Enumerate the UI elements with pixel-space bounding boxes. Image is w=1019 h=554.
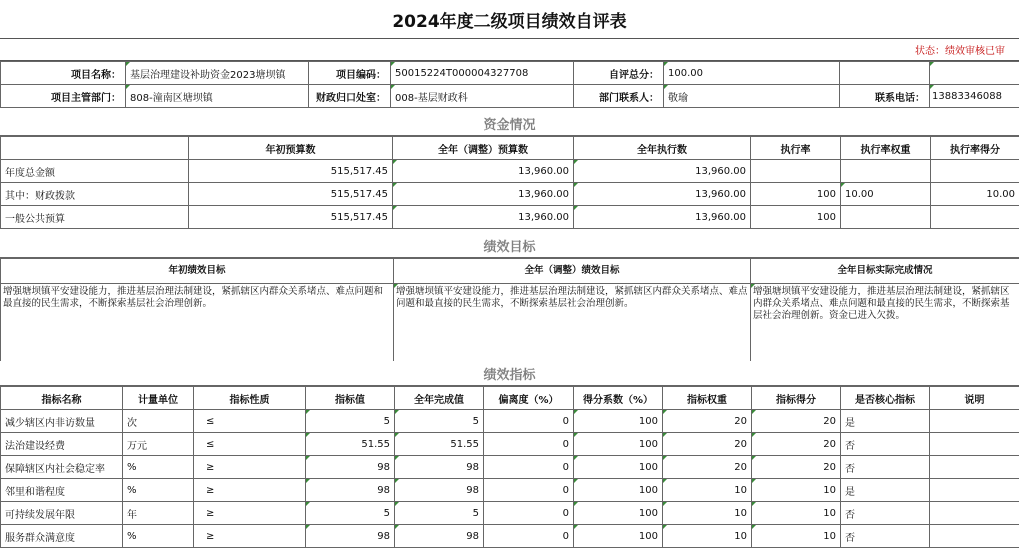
indicator-unit: 万元 [123, 433, 194, 456]
header-adjusted-budget: 全年（调整）预算数 [393, 137, 574, 160]
header-is-core: 是否核心指标 [841, 387, 930, 410]
indicator-coefficient[interactable]: 100 [574, 456, 663, 479]
funds-executed[interactable]: 13,960.00 [574, 183, 751, 206]
header-nature: 指标性质 [194, 387, 306, 410]
header-rate: 执行率 [751, 137, 841, 160]
indicator-is-core[interactable]: 否 [841, 433, 930, 456]
indicator-completed[interactable]: 98 [395, 525, 484, 548]
funds-row-name: 一般公共预算 [1, 206, 189, 229]
indicator-name: 保障辖区内社会稳定率 [1, 456, 123, 479]
indicator-unit: 次 [123, 410, 194, 433]
header-rate-weight: 执行率权重 [841, 137, 931, 160]
header-initial-goal: 年初绩效目标 [1, 259, 394, 284]
finance-value[interactable]: 008-基层财政科 [391, 85, 574, 108]
funds-row [1, 160, 1019, 183]
indicator-score[interactable]: 10 [752, 502, 841, 525]
funds-initial: 515,517.45 [189, 160, 393, 183]
funds-adjusted[interactable]: 13,960.00 [393, 160, 574, 183]
indicator-nature: ≥ [194, 456, 306, 479]
indicator-coefficient[interactable]: 100 [574, 433, 663, 456]
funds-score [931, 160, 1019, 183]
table-row [1, 456, 1019, 479]
indicator-deviation: 0 [484, 525, 574, 548]
indicator-target[interactable]: 98 [306, 479, 395, 502]
header-actual-goal: 全年目标实际完成情况 [751, 259, 1019, 284]
header-executed: 全年执行数 [574, 137, 751, 160]
indicator-unit: % [123, 525, 194, 548]
indicator-completed[interactable]: 5 [395, 502, 484, 525]
indicators-table [0, 386, 1019, 548]
indicator-score[interactable]: 20 [752, 410, 841, 433]
funds-table [0, 136, 1019, 229]
table-row [1, 502, 1019, 525]
initial-goal-text: 增强塘坝镇平安建设能力，推进基层治理法制建设，紧抓辖区内群众关系堵点、难点问题和最直接的民生需求，不断探索基层社会治理创新。 [1, 284, 394, 362]
indicator-weight[interactable]: 20 [663, 433, 752, 456]
indicators-section-title: 绩效指标 [0, 361, 1019, 386]
table-row [1, 410, 1019, 433]
indicator-is-core[interactable]: 否 [841, 456, 930, 479]
funds-score [931, 206, 1019, 229]
indicator-completed[interactable]: 98 [395, 479, 484, 502]
indicator-is-core[interactable]: 否 [841, 525, 930, 548]
header-rate-score: 执行率得分 [931, 137, 1019, 160]
indicator-note[interactable] [930, 525, 1019, 548]
indicator-coefficient[interactable]: 100 [574, 479, 663, 502]
indicator-unit: % [123, 456, 194, 479]
indicator-is-core[interactable]: 是 [841, 410, 930, 433]
score-value[interactable]: 100.00 [664, 62, 840, 85]
indicator-is-core[interactable]: 否 [841, 502, 930, 525]
header-unit: 计量单位 [123, 387, 194, 410]
indicator-weight[interactable]: 10 [663, 525, 752, 548]
indicator-weight[interactable]: 20 [663, 410, 752, 433]
funds-rate [751, 160, 841, 183]
goals-table [0, 258, 1019, 362]
status-text: 状态：绩效审核已审 [915, 45, 1005, 57]
project-code-label: 项目编码： [309, 62, 391, 85]
funds-rate: 100 [751, 183, 841, 206]
funds-adjusted[interactable]: 13,960.00 [393, 183, 574, 206]
funds-initial: 515,517.45 [189, 206, 393, 229]
indicator-weight[interactable]: 10 [663, 479, 752, 502]
indicator-completed[interactable]: 98 [395, 456, 484, 479]
header-target-value: 指标值 [306, 387, 395, 410]
phone-label: 联系电话： [840, 85, 930, 108]
indicator-nature: ≤ [194, 433, 306, 456]
indicator-deviation: 0 [484, 410, 574, 433]
table-row [1, 433, 1019, 456]
funds-initial: 515,517.45 [189, 183, 393, 206]
dept-value[interactable]: 808-潼南区塘坝镇 [126, 85, 309, 108]
header-completed-value: 全年完成值 [395, 387, 484, 410]
indicator-nature: ≤ [194, 410, 306, 433]
indicator-name: 服务群众满意度 [1, 525, 123, 548]
indicator-score[interactable]: 10 [752, 479, 841, 502]
contact-label: 部门联系人： [574, 85, 664, 108]
indicator-name: 法治建设经费 [1, 433, 123, 456]
page-title: 2024年度二级项目绩效自评表 [0, 0, 1019, 39]
funds-weight [841, 206, 931, 229]
indicator-target[interactable]: 98 [306, 456, 395, 479]
indicator-note[interactable] [930, 456, 1019, 479]
header-score-coefficient: 得分系数（%） [574, 387, 663, 410]
funds-score: 10.00 [931, 183, 1019, 206]
project-name-value[interactable]: 基层治理建设补助资金2023塘坝镇 [126, 62, 309, 85]
header-adjusted-goal: 全年（调整）绩效目标 [394, 259, 751, 284]
indicator-completed[interactable]: 5 [395, 410, 484, 433]
indicator-note[interactable] [930, 479, 1019, 502]
indicator-weight[interactable]: 20 [663, 456, 752, 479]
indicator-deviation: 0 [484, 456, 574, 479]
funds-adjusted[interactable]: 13,960.00 [393, 206, 574, 229]
indicator-deviation: 0 [484, 502, 574, 525]
indicator-unit: 年 [123, 502, 194, 525]
indicator-score[interactable]: 20 [752, 456, 841, 479]
table-row [1, 479, 1019, 502]
funds-row [1, 183, 1019, 206]
funds-row [1, 206, 1019, 229]
indicator-target[interactable]: 5 [306, 502, 395, 525]
funds-section-title: 资金情况 [0, 111, 1019, 136]
indicator-note[interactable] [930, 410, 1019, 433]
empty-cell [1, 137, 189, 160]
finance-label: 财政归口处室： [309, 85, 391, 108]
contact-value[interactable]: 敬瑜 [664, 85, 840, 108]
indicator-name: 减少辖区内非访数量 [1, 410, 123, 433]
indicator-name: 邻里和谐程度 [1, 479, 123, 502]
score-label: 自评总分： [574, 62, 664, 85]
table-row [1, 525, 1019, 548]
indicator-nature: ≥ [194, 502, 306, 525]
indicator-nature: ≥ [194, 525, 306, 548]
actual-goal-text[interactable]: 增强塘坝镇平安建设能力，推进基层治理法制建设，紧抓辖区内群众关系堵点、难点问题和最直接的民生需求，不断探索基层社会治理创新。资金已进入欠拨。 [751, 284, 1019, 362]
indicator-score[interactable]: 20 [752, 433, 841, 456]
funds-executed[interactable]: 13,960.00 [574, 160, 751, 183]
indicator-note[interactable] [930, 502, 1019, 525]
empty-cell [840, 62, 930, 85]
phone-value[interactable]: 13883346088 [930, 85, 1019, 108]
indicator-coefficient[interactable]: 100 [574, 525, 663, 548]
funds-row-name: 年度总金额 [1, 160, 189, 183]
indicator-target[interactable]: 51.55 [306, 433, 395, 456]
indicator-deviation: 0 [484, 433, 574, 456]
header-indicator-name: 指标名称 [1, 387, 123, 410]
funds-weight: 10.00 [841, 183, 931, 206]
indicator-name: 可持续发展年限 [1, 502, 123, 525]
indicator-target[interactable]: 98 [306, 525, 395, 548]
indicator-coefficient[interactable]: 100 [574, 410, 663, 433]
indicator-nature: ≥ [194, 479, 306, 502]
indicator-deviation: 0 [484, 479, 574, 502]
indicator-note[interactable] [930, 433, 1019, 456]
project-name-label: 项目名称： [1, 62, 126, 85]
project-code-value[interactable]: 50015224T000004327708 [391, 62, 574, 85]
indicator-score[interactable]: 10 [752, 525, 841, 548]
goals-section-title: 绩效目标 [0, 233, 1019, 258]
dept-label: 项目主管部门： [1, 85, 126, 108]
indicator-completed[interactable]: 51.55 [395, 433, 484, 456]
indicator-coefficient[interactable]: 100 [574, 502, 663, 525]
info-table [0, 61, 1019, 108]
indicator-target[interactable]: 5 [306, 410, 395, 433]
header-deviation: 偏离度（%） [484, 387, 574, 410]
indicator-unit: % [123, 479, 194, 502]
indicator-is-core[interactable]: 是 [841, 479, 930, 502]
adjusted-goal-text[interactable]: 增强塘坝镇平安建设能力，推进基层治理法制建设，紧抓辖区内群众关系堵点、难点问题和最直接的民生需求，不断探索基层社会治理创新。 [394, 284, 751, 362]
funds-weight [841, 160, 931, 183]
status-bar [0, 38, 1019, 61]
funds-executed[interactable]: 13,960.00 [574, 206, 751, 229]
funds-row-name: 其中：财政拨款 [1, 183, 189, 206]
header-initial-budget: 年初预算数 [189, 137, 393, 160]
empty-cell [930, 62, 1019, 85]
header-weight: 指标权重 [663, 387, 752, 410]
funds-rate: 100 [751, 206, 841, 229]
header-score: 指标得分 [752, 387, 841, 410]
header-note: 说明 [930, 387, 1019, 410]
indicator-weight[interactable]: 10 [663, 502, 752, 525]
